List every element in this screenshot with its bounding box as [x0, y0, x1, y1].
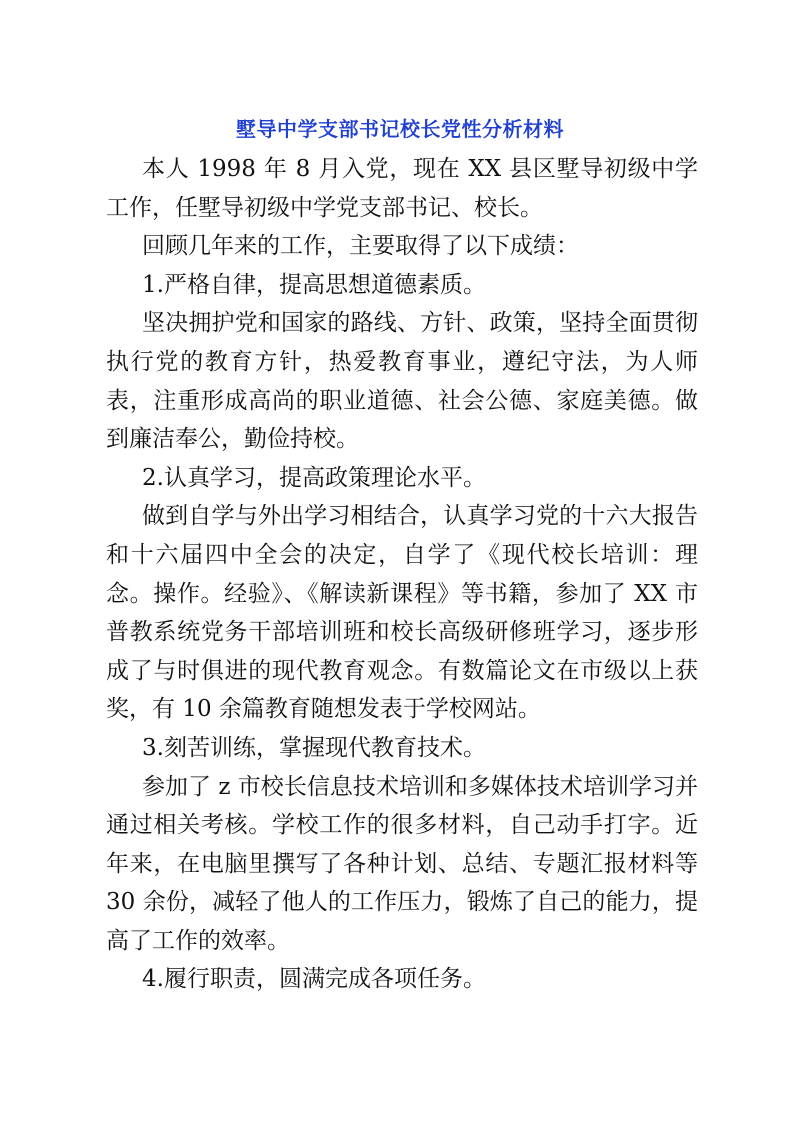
- section-heading-4: 4.履行职责，圆满完成各项任务。: [142, 966, 486, 993]
- paragraph-review: 回顾几年来的工作，主要取得了以下成绩：: [142, 233, 579, 260]
- paragraph-section-1: 坚决拥护党和国家的路线、方针、政策，坚持全面贯彻执行党的教育方针，热爱教育事业，遵纪守法，为人师表，注重形成高尚的职业道德、社会公德、家庭美德。做到廉洁奉公，勤俭持校。: [106, 310, 698, 453]
- section-heading-2: 2.认真学习，提高政策理论水平。: [142, 464, 486, 491]
- document-body: [106, 150, 698, 999]
- section-heading-3: 3.刻苦训练，掌握现代教育技术。: [142, 734, 486, 761]
- paragraph-section-2: 做到自学与外出学习相结合，认真学习党的十六大报告和十六届四中全会的决定，自学了《现代校长培训：理念。操作。经验》、《解读新课程》等书籍，参加了 XX 市普教系统党务干部培训班和校长高级研修班学习，逐步形成了与时俱进的现代教育观念。有数篇论文在市级以上获奖，有 10 余篇教育随想发表于学校网站。: [106, 503, 698, 723]
- paragraph-section-3: 参加了 z 市校长信息技术培训和多媒体技术培训学习并通过相关考核。学校工作的很多材料，自己动手打字。近年来，在电脑里撰写了各种计划、总结、专题汇报材料等 30 余份，减轻了他人的工作压力，锻炼了自己的能力，提高了工作的效率。: [106, 773, 698, 954]
- paragraph-intro: 本人 1998 年 8 月入党，现在 XX 县区墅导初级中学工作，任墅导初级中学党支部书记、校长。: [106, 156, 698, 221]
- document-title: 墅导中学支部书记校长党性分析材料: [236, 117, 564, 141]
- section-heading-1: 1.严格自律，提高思想道德素质。: [142, 271, 486, 298]
